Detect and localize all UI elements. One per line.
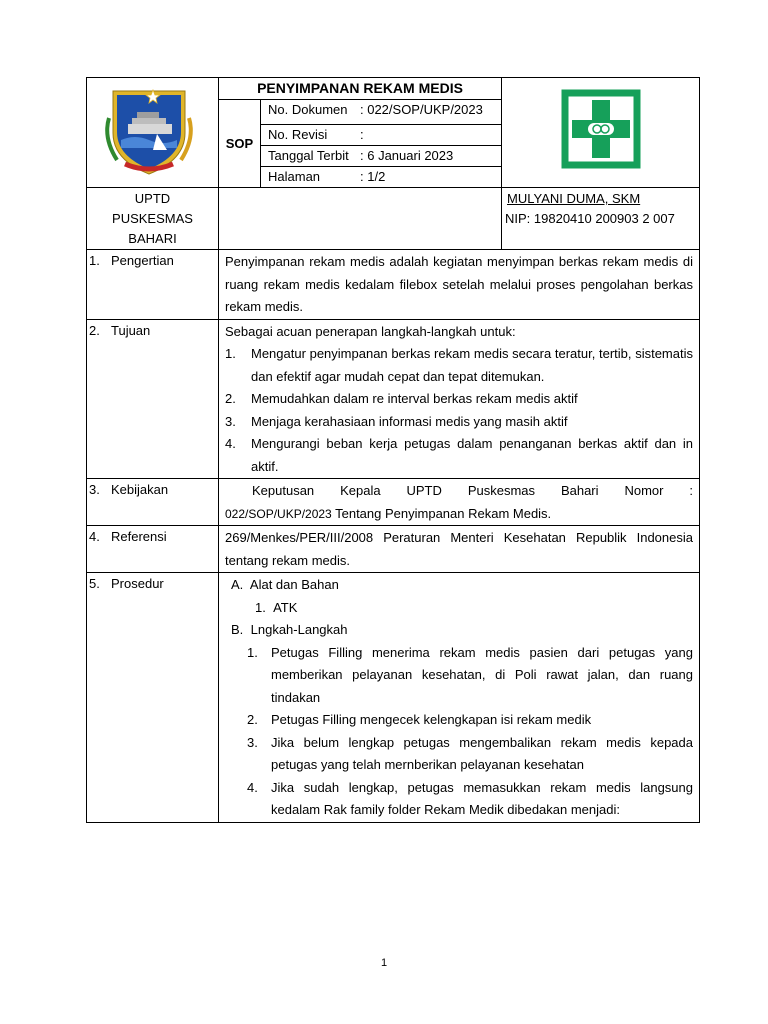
section-body-prosedur — [219, 573, 700, 823]
section-number: 2. — [89, 322, 100, 338]
kebijakan-line: Keputusan Kepala UPTD Puskesmas Bahari Nomor : — [252, 483, 693, 498]
section-title: Pengertian — [111, 253, 174, 268]
list-item — [225, 597, 693, 620]
signer-nip: NIP: 19820410 200903 2 007 — [505, 211, 675, 226]
sop-table — [86, 77, 700, 823]
item-text: Mengurangi beban kerja petugas dalam penanganan berkas aktif dan in aktif. — [251, 436, 693, 474]
signature-block — [502, 188, 700, 250]
meta-value: : 022/SOP/UKP/2023 — [360, 102, 483, 117]
section-number: 3. — [89, 482, 100, 497]
meta-key: No. Dokumen — [268, 102, 348, 117]
prosedur-subhead-a — [225, 574, 693, 597]
puskesmas-cross-icon — [502, 78, 700, 184]
item-number: 4. — [247, 779, 258, 795]
item-number: 3. — [225, 413, 236, 429]
unit-name — [87, 188, 219, 250]
item-text: Jika belum lengkap petugas mengembalikan rekam medis kepada petugas yang telah mernberikan pelayanan kesehatan — [271, 734, 693, 772]
section-label-pengertian — [87, 250, 219, 320]
item-number: 3. — [247, 734, 258, 750]
prosedur-subhead-b — [225, 619, 693, 642]
item-number: 2. — [247, 712, 258, 727]
page-number: 1 — [380, 957, 388, 969]
sop-label: SOP — [219, 100, 261, 188]
meta-key: Tanggal Terbit — [268, 148, 349, 163]
unit-line: PUSKESMAS — [112, 211, 193, 226]
item-text: Petugas Filling mengecek kelengkapan isi rekam medik — [271, 712, 592, 727]
left-logo-cell — [87, 78, 219, 188]
item-text: Menjaga kerahasiaan informasi medis yang masih aktif — [251, 413, 568, 429]
section-title: Tujuan — [111, 322, 151, 338]
kebijakan-doc-number: 022/SOP/UKP/2023 — [225, 506, 332, 521]
meta-key: Halaman — [268, 169, 321, 184]
meta-value: : 1/2 — [360, 169, 386, 184]
meta-value: : — [360, 127, 364, 142]
item-text: Mengatur penyimpanan berkas rekam medis secara teratur, tertib, sistematis dan efektif agar mudah cepat dan tepat ditemukan. — [251, 346, 693, 384]
item-text: ATK — [273, 599, 298, 615]
section-body-pengertian: Penyimpanan rekam medis adalah kegiatan menyimpan berkas rekam medis di ruang rekam medis kedalam filebox setelah melalui proses pengolahan berkas rekam medis. — [219, 250, 700, 320]
signer-name: MULYANI DUMA, SKM — [507, 191, 641, 206]
section-title: Referensi — [111, 529, 167, 544]
section-number: 4. — [89, 529, 100, 544]
section-title: Prosedur — [111, 576, 164, 591]
item-number: 4. — [225, 436, 236, 451]
regency-emblem-icon — [87, 78, 219, 184]
section-body-kebijakan — [219, 479, 700, 526]
item-number: 1. — [247, 644, 258, 660]
list-item — [225, 709, 693, 732]
item-text: Memudahkan dalam re interval berkas rekam medis aktif — [251, 391, 578, 406]
list-item — [225, 642, 693, 710]
blank-cell — [219, 188, 502, 250]
langkah-list — [225, 642, 693, 822]
section-body-tujuan — [219, 319, 700, 479]
tujuan-intro: Sebagai acuan penerapan langkah-langkah untuk: — [225, 323, 516, 339]
section-body-referensi: 269/Menkes/PER/III/2008 Peraturan Menteri Kesehatan Republik Indonesia tentang rekam medis. — [219, 526, 700, 573]
meta-halaman — [261, 167, 502, 188]
kebijakan-line — [225, 503, 693, 526]
document-title: PENYIMPANAN REKAM MEDIS — [219, 78, 502, 100]
list-item — [225, 411, 693, 434]
section-number: 5. — [89, 576, 100, 591]
subhead-title: Alat dan Bahan — [249, 577, 339, 592]
list-item — [225, 777, 693, 822]
list-item — [225, 343, 693, 388]
subhead-letter: B. — [231, 622, 244, 637]
meta-revisi — [261, 125, 502, 146]
item-number: 2. — [225, 391, 236, 406]
section-number: 1. — [89, 253, 100, 268]
subhead-title: Lngkah-Langkah — [250, 622, 348, 637]
meta-key: No. Revisi — [268, 127, 328, 142]
right-logo-cell — [502, 78, 700, 188]
subhead-letter: A. — [231, 577, 244, 592]
section-label-referensi — [87, 526, 219, 573]
section-title: Kebijakan — [111, 482, 169, 497]
item-text: Petugas Filling menerima rekam medis pasien dari petugas yang memberikan pelayanan kesehatan, di Poli rawat jalan, dan ruang tindakan — [271, 644, 693, 705]
kebijakan-text: Tentang Penyimpanan Rekam Medis. — [331, 505, 552, 521]
item-text: Jika sudah lengkap, petugas memasukkan rekam medis langsung kedalam Rak family folder Rekam Medik dibedakan menjadi: — [271, 779, 693, 817]
unit-line: BAHARI — [128, 231, 177, 246]
tujuan-list — [225, 343, 693, 478]
section-label-kebijakan — [87, 479, 219, 526]
list-item — [225, 732, 693, 777]
item-number: 1. — [225, 346, 236, 361]
meta-tanggal — [261, 146, 502, 167]
item-number: 1. — [255, 599, 266, 615]
section-label-prosedur — [87, 573, 219, 823]
list-item — [225, 433, 693, 478]
meta-value: : 6 Januari 2023 — [360, 148, 454, 163]
meta-dokumen — [261, 100, 502, 125]
section-label-tujuan — [87, 319, 219, 479]
unit-line: UPTD — [134, 191, 171, 206]
list-item — [225, 388, 693, 411]
